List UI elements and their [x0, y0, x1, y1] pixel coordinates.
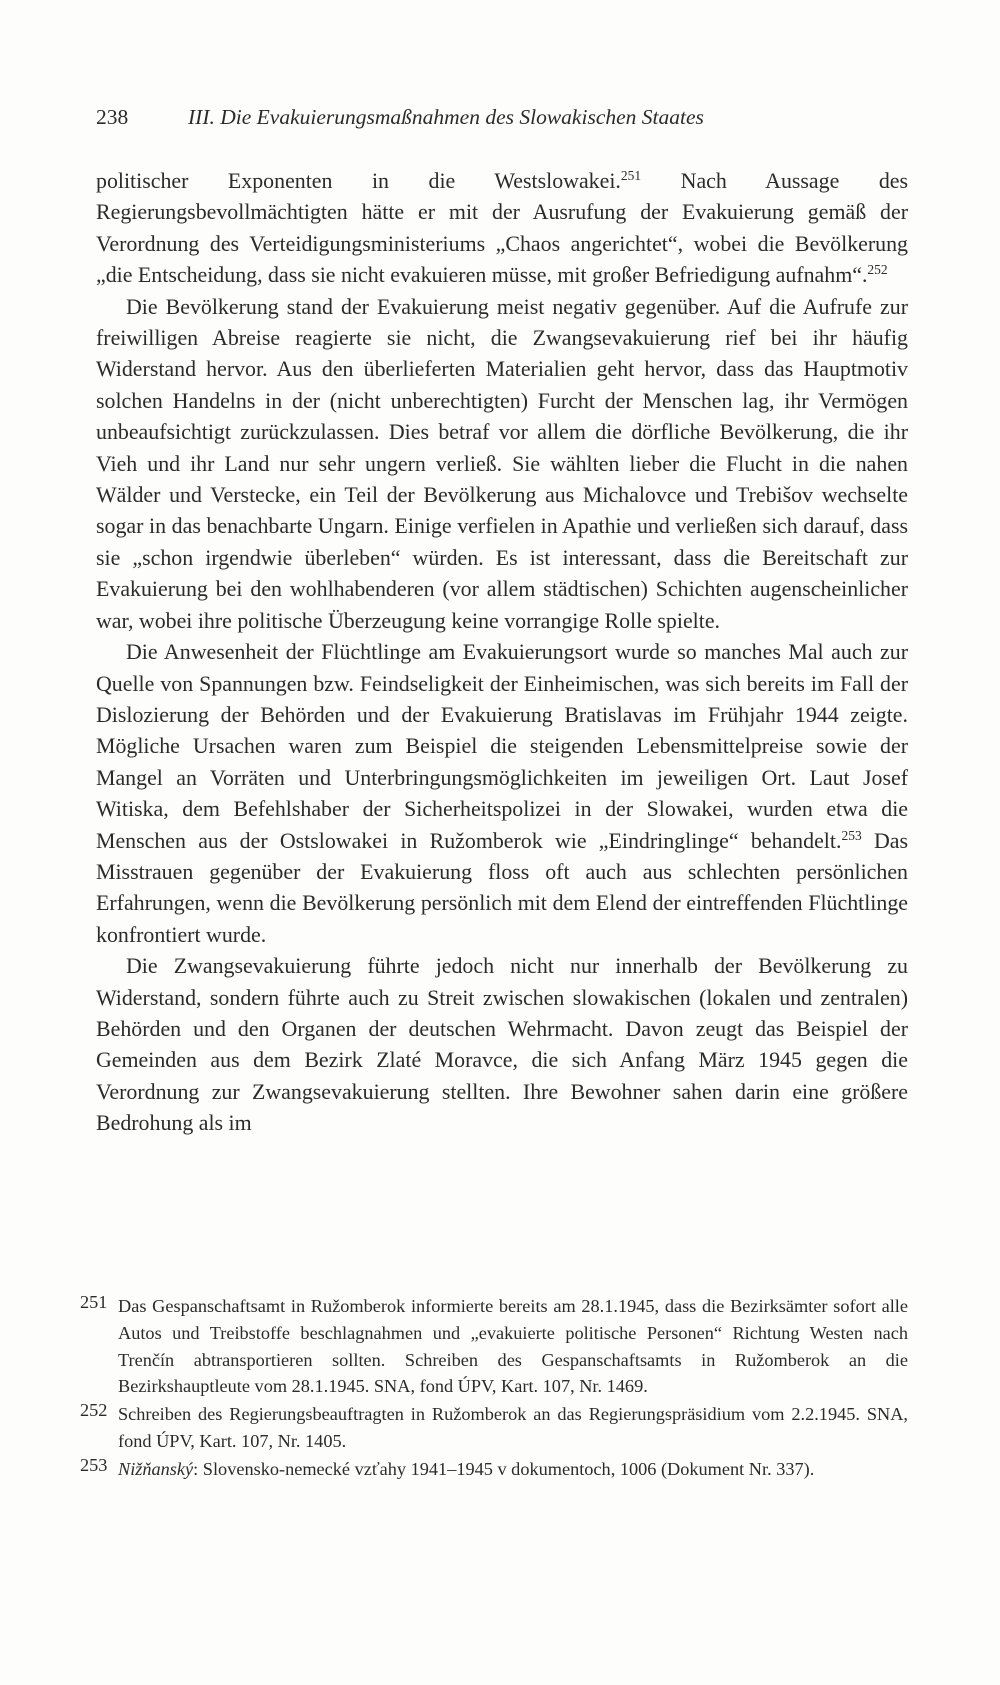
- footnote-ref-252[interactable]: 252: [867, 262, 888, 278]
- paragraph-1-text-a: politischer Exponenten in die Westslowakei.: [96, 168, 621, 193]
- footnote-text: Das Gespanschaftsamt in Ružomberok informierte bereits am 28.1.1945, dass die Bezirksämter sofort alle Autos und Treibstoffe beschlagnahmen und „evakuierte politische Personen“ Richtung Westen nach Trenčín abtransportieren sollten. Schreiben des Gespanschaftsamts in Ružomberok an die Bezirkshauptleute vom 28.1.1945. SNA, fond ÚPV, Kart. 107, Nr. 1469.: [118, 1296, 908, 1397]
- footnote-text: [118, 1456, 908, 1483]
- footnote-author: Nižňanský: [118, 1458, 194, 1479]
- footnote-number: 252: [80, 1400, 108, 1421]
- paragraph-1: [96, 165, 908, 291]
- footnote: [80, 1401, 908, 1455]
- running-title: III. Die Evakuierungsmaßnahmen des Slowakischen Staates: [188, 105, 704, 129]
- footnote-citation: : Slovensko-nemecké vzťahy 1941–1945 v dokumentoch, 1006 (Dokument Nr. 337).: [193, 1458, 815, 1479]
- paragraph-2: Die Bevölkerung stand der Evakuierung meist negativ gegenüber. Auf die Aufrufe zur freiwilligen Abreise reagierte sie nicht, die Zwangsevakuierung rief bei ihr häufig Widerstand hervor. Aus den überlieferten Materialien geht hervor, dass das Hauptmotiv solchen Handelns in der (nicht unberechtigten) Furcht der Menschen lag, ihr Vermögen unbeaufsichtigt zurückzulassen. Dies betraf vor allem die dörfliche Bevölkerung, die ihr Vieh und ihr Land nur sehr ungern verließ. Sie wählten lieber die Flucht in die nahen Wälder und Verstecke, ein Teil der Bevölkerung aus Michalovce und Trebišov wechselte sogar in das benachbarte Ungarn. Einige verfielen in Apathie und verließen sich darauf, dass sie „schon irgendwie überleben“ würden. Es ist interessant, dass die Bereitschaft zur Evakuierung bei den wohlhabenderen (vor allem städtischen) Schichten augenscheinlicher war, wobei ihre politische Überzeugung keine vorrangige Rolle spielte.: [96, 293, 908, 633]
- body-text: [96, 165, 908, 1139]
- footnote-number: 253: [80, 1454, 108, 1475]
- footnote: [80, 1456, 908, 1483]
- footnote-text: Schreiben des Regierungsbeauftragten in Ružomberok an das Regierungspräsidium vom 2.2.1945. SNA, fond ÚPV, Kart. 107, Nr. 1405.: [118, 1404, 908, 1451]
- page-number: 238: [96, 105, 129, 129]
- footnote: [80, 1293, 908, 1400]
- paragraph-3-text-b: Das Misstrauen gegenüber der Evakuierung floss oft auch aus schlechten persönlichen Erfahrungen, wenn die Bevölkerung persönlich mit dem Elend der eintreffenden Flüchtlinge konfrontiert wurde.: [96, 827, 908, 947]
- page-header: [96, 102, 916, 132]
- footnote-ref-251[interactable]: 251: [620, 167, 642, 183]
- paragraph-3: [96, 636, 908, 950]
- paragraph-1-text-b: Nach Aussage des Regierungsbevollmächtigten hätte er mit der Ausrufung der Evakuierung gemäß der Verordnung des Verteidigungsministeriums „Chaos angerichtet“, wobei die Bevölkerung „die Entscheidung, dass sie nicht evakuieren müsse, mit großer Befriedigung aufnahm“.: [96, 168, 908, 288]
- footnote-number: 251: [80, 1292, 108, 1312]
- paragraph-3-text-a: Die Anwesenheit der Flüchtlinge am Evakuierungsort wurde so manches Mal auch zur Quelle von Spannungen bzw. Feindseligkeit der Einheimischen, was sich bereits im Fall der Dislozierung der Behörden und der Evakuierung Bratislavas im Frühjahr 1944 zeigte. Mögliche Ursachen waren zum Beispiel die steigenden Lebensmittelpreise sowie der Mangel an Vorräten und Unterbringungsmöglichkeiten im jeweiligen Ort. Laut Josef Witiska, dem Befehlshaber der Sicherheitspolizei in der Slowakei, wurden etwa die Menschen aus der Ostslowakei in Ružomberok wie „Eindringlinge“ behandelt.: [96, 639, 908, 853]
- paragraph-4: Die Zwangsevakuierung führte jedoch nicht nur innerhalb der Bevölkerung zu Widerstand, sondern führte auch zu Streit zwischen slowakischen (lokalen und zentralen) Behörden und den Organen der deutschen Wehrmacht. Davon zeugt das Beispiel der Gemeinden aus dem Bezirk Zlaté Moravce, die sich Anfang März 1945 gegen die Verordnung zur Zwangsevakuierung stellten. Ihre Bewohner sahen darin eine größere Bedrohung als im: [96, 953, 908, 1136]
- footnote-ref-253[interactable]: 253: [841, 827, 862, 843]
- footnotes: [80, 1293, 908, 1484]
